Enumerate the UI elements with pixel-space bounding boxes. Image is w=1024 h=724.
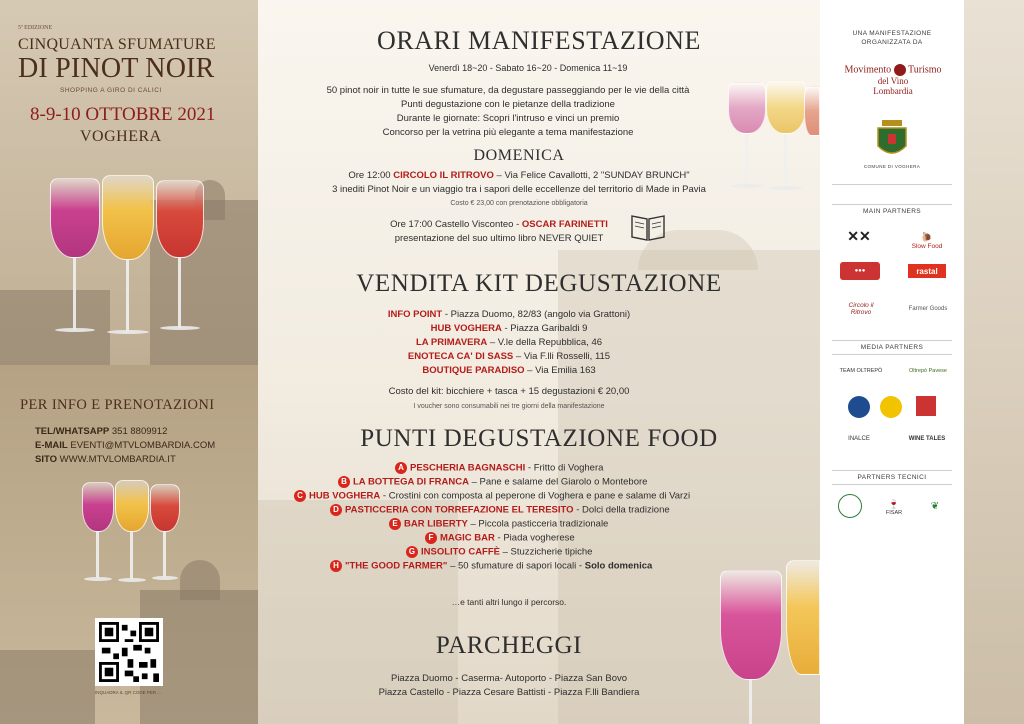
domenica-title: DOMENICA xyxy=(473,147,565,164)
main-partners-heading: MAIN PARTNERS xyxy=(862,208,922,215)
email-line xyxy=(35,440,215,451)
website-line xyxy=(35,454,176,465)
wine-glass-yellow-bottom xyxy=(786,560,820,724)
wine-glass-red-small xyxy=(150,484,180,582)
website-value[interactable]: WWW.MTVLOMBARDIA.IT xyxy=(59,454,176,465)
orari-hours: Venerdì 18~20 - Sabato 16~20 - Domenica 11~19 xyxy=(428,63,628,73)
right-edge-background xyxy=(964,0,1024,724)
kit-point-2: HUB VOGHERA - Piazza Garibaldi 9 xyxy=(430,323,588,334)
event-title-line1: CINQUANTA SFUMATURE xyxy=(18,36,216,53)
tech-partner-logo-1 xyxy=(838,494,862,518)
oltrepo-pavese-logo: Oltrepò Pavese xyxy=(909,368,947,374)
mtv-lombardia-logo: Movimento Turismo del Vino Lombardia xyxy=(844,64,942,96)
kit-note: I voucher sono consumabili nei tre giorni della manifestazione xyxy=(413,403,605,410)
media-logo-blue xyxy=(848,396,870,418)
tech-partner-logo-3: ❦ xyxy=(930,500,940,512)
wine-glass-pink-bottom xyxy=(720,570,782,724)
kit-point-1: INFO POINT - Piazza Duomo, 82/83 (angolo via Grattoni) xyxy=(387,309,631,320)
phone-label: TEL/WHATSAPP xyxy=(35,426,110,437)
media-logo-yellow xyxy=(880,396,902,418)
wine-tales-logo: WINE TALES xyxy=(908,436,946,442)
kit-point-4: ENOTECA CA' DI SASS – Via F.lli Rosselli, 115 xyxy=(407,351,611,362)
email-value[interactable]: EVENTI@MTVLOMBARDIA.COM xyxy=(70,440,216,451)
edition-label: 5ª EDIZIONE xyxy=(18,25,53,31)
divider xyxy=(832,184,952,185)
wine-glass-red-top xyxy=(804,86,820,190)
wine-glass-red xyxy=(156,180,204,335)
inalce-logo: INALCE xyxy=(848,436,870,442)
qr-code-icon xyxy=(99,622,159,682)
voghera-crest-logo xyxy=(870,118,914,162)
parcheggi-title: PARCHEGGI xyxy=(435,632,583,659)
organizer-heading-1: UNA MANIFESTAZIONE xyxy=(852,30,932,37)
divider xyxy=(832,484,952,485)
food-item-g: G INSOLITO CAFFÈ – Stuzzicherie tipiche xyxy=(406,546,592,558)
divider xyxy=(832,354,952,355)
wine-glass-pink-small xyxy=(82,482,114,582)
grape-icon xyxy=(894,64,906,76)
event-1-place: CIRCOLO IL RITROVO xyxy=(393,170,494,181)
building-illustration xyxy=(0,650,95,724)
food-item-h: H "THE GOOD FARMER" – 50 sfumature di sapori locali - Solo domenica xyxy=(330,560,652,572)
event-subtitle: SHOPPING A GIRO DI CALICI xyxy=(60,87,162,94)
event-1-time: Ore 12:00 xyxy=(348,170,391,181)
qr-caption: INQUADRA IL QR CODE PER ... xyxy=(95,690,162,695)
media-logo-red xyxy=(916,396,936,416)
orari-line-3: Durante le giornate: Scopri l'intruso e vinci un premio xyxy=(396,113,620,124)
organizer-heading-2: ORGANIZZATA DA xyxy=(861,39,923,46)
rastal-logo: rastal xyxy=(908,264,946,278)
kit-point-3: LA PRIMAVERA – V.le della Repubblica, 46 xyxy=(415,337,603,348)
food-item-c: C HUB VOGHERA - Crostini con composta al peperone di Voghera e pane e salame di Varzi xyxy=(294,490,690,502)
domenica-event-2 xyxy=(258,218,780,231)
orari-line-4: Concorso per la vetrina più elegante a tema manifestazione xyxy=(382,127,634,138)
circolo-ritrovo-logo: Circolo il Ritrovo xyxy=(848,302,874,316)
email-label: E-MAIL xyxy=(35,440,68,451)
team-oltrepo-logo: TEAM OLTREPÒ xyxy=(839,368,883,374)
fisar-logo: 🍷 FISAR xyxy=(885,498,903,516)
divider xyxy=(832,204,952,205)
left-panel xyxy=(0,0,258,724)
building-dome xyxy=(180,560,220,600)
divider xyxy=(832,470,952,471)
website-label: SITO xyxy=(35,454,57,465)
media-partners-heading: MEDIA PARTNERS xyxy=(860,344,924,351)
parcheggi-line-2: Piazza Castello - Piazza Cesare Battisti - Piazza F.lli Bandiera xyxy=(378,687,640,698)
wine-glass-yellow-small xyxy=(115,480,149,584)
event-title-line2: DI PINOT NOIR xyxy=(18,53,215,84)
food-item-e: E BAR LIBERTY – Piccola pasticceria tradizionale xyxy=(389,518,608,530)
slow-food-logo: 🐌 Slow Food xyxy=(911,232,943,250)
food-item-b: B LA BOTTEGA DI FRANCA – Pane e salame del Giarolo o Montebore xyxy=(338,476,647,488)
phone-line xyxy=(35,426,167,437)
partner-logo-red: ●●● xyxy=(840,262,880,280)
domenica-event-1-cost: Costo € 23,00 con prenotazione obbligatoria xyxy=(450,200,588,207)
parcheggi-line-1: Piazza Duomo - Caserma- Autoporto - Piazza San Bovo xyxy=(390,673,628,684)
orari-line-1: 50 pinot noir in tutte le sue sfumature, da degustare passeggiando per le vie della città xyxy=(326,85,690,96)
domenica-event-1-desc: 3 inediti Pinot Noir e un viaggio tra i sapori delle eccellenze del territorio di Made in Pavia xyxy=(332,184,706,195)
book-icon xyxy=(630,212,666,242)
event-2-name: OSCAR FARINETTI xyxy=(521,219,608,230)
kit-point-5: BOUTIQUE PARADISO – Via Emilia 163 xyxy=(422,365,596,376)
event-2-time-place: Ore 17:00 Castello Visconteo - xyxy=(390,219,520,230)
orari-line-2: Punti degustazione con le pietanze della tradizione xyxy=(401,99,615,110)
comune-label: COMUNE DI VOGHERA xyxy=(863,164,921,169)
orari-title: ORARI MANIFESTAZIONE xyxy=(376,26,702,55)
wine-glass-yellow xyxy=(102,175,154,340)
phone-value[interactable]: 351 8809912 xyxy=(111,426,168,437)
food-item-f: F MAGIC BAR - Piada vogherese xyxy=(425,532,575,544)
event-dates: 8-9-10 OTTOBRE 2021 xyxy=(30,104,216,125)
kit-cost: Costo del kit: bicchiere + tasca + 15 degustazioni € 20,00 xyxy=(388,386,630,397)
divider xyxy=(832,340,952,341)
crest-icon xyxy=(874,118,910,162)
center-panel xyxy=(258,0,820,724)
event-city: VOGHERA xyxy=(80,128,162,145)
technical-partners-heading: PARTNERS TECNICI xyxy=(857,474,927,481)
domenica-event-2-desc: presentazione del suo ultimo libro NEVER QUIET xyxy=(394,233,604,244)
food-more: …e tanti altri lungo il percorso. xyxy=(451,597,567,607)
sponsor-column xyxy=(820,0,964,724)
food-title: PUNTI DEGUSTAZIONE FOOD xyxy=(360,425,718,452)
food-item-a: A PESCHERIA BAGNASCHI - Fritto di Voghera xyxy=(395,462,603,474)
wine-glass-pink xyxy=(50,178,100,338)
info-heading: PER INFO E PRENOTAZIONI xyxy=(20,397,215,413)
qr-code[interactable] xyxy=(95,618,163,686)
partner-logo-xx: ✕✕ xyxy=(847,227,871,244)
farmer-goods-logo: Farmer Goods xyxy=(908,306,948,312)
event-1-address: – Via Felice Cavallotti, 2 "SUNDAY BRUNCH" xyxy=(496,170,690,181)
domenica-event-1 xyxy=(258,169,800,182)
food-item-d: D PASTICCERIA CON TORREFAZIONE EL TERESITO - Dolci della tradizione xyxy=(330,504,670,516)
kit-title: VENDITA KIT DEGUSTAZIONE xyxy=(356,270,722,297)
